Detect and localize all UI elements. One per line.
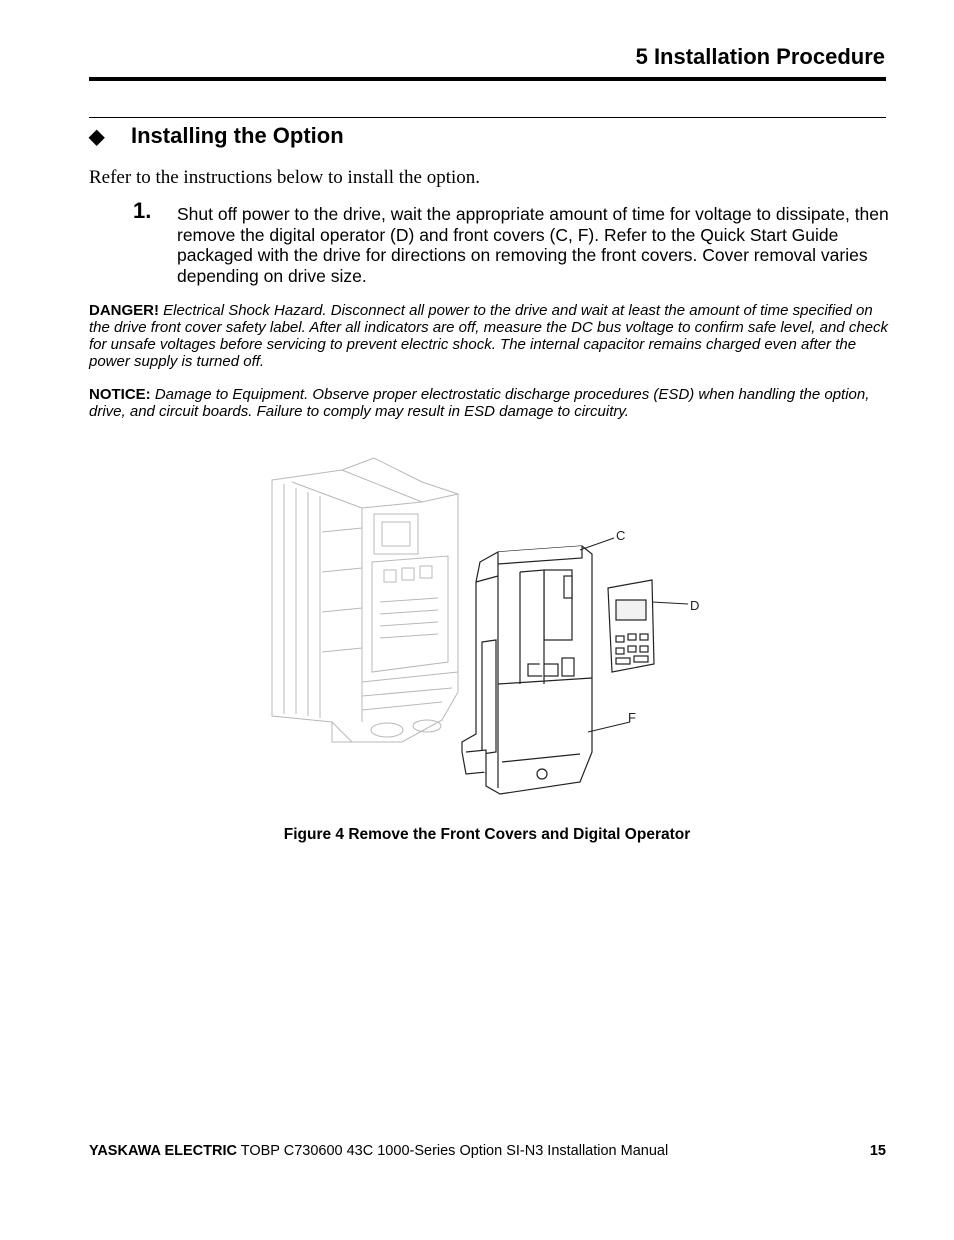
callout-c-leader: [580, 538, 614, 550]
callout-d-label: D: [690, 598, 700, 613]
section-heading: [89, 123, 344, 149]
callout-c-label: C: [616, 528, 626, 543]
step-number: 1.: [133, 198, 152, 223]
footer-document: TOBP C730600 43C 1000-Series Option SI-N3 Installation Manual: [236, 1143, 669, 1159]
callout-f-label: F: [628, 710, 636, 725]
callout-f-leader: [588, 722, 630, 732]
step-text: Shut off power to the drive, wait the appropriate amount of time for voltage to dissipate, then remove the digital operator (D) and front covers (C, F). Refer to the Quick Start Guide packaged with the drive for directions on removing the front covers. Cover removal varies depending on drive size.: [177, 204, 889, 286]
chapter-title: 5 Installation Procedure: [635, 44, 885, 69]
notice-note: [89, 386, 889, 420]
danger-label: DANGER!: [89, 302, 159, 319]
figure-caption: Figure 4 Remove the Front Covers and Digital Operator: [283, 826, 691, 843]
page-number: 15: [869, 1143, 886, 1159]
danger-note: [89, 302, 889, 370]
footer-document-title: [89, 1143, 668, 1159]
callout-d-leader: [652, 602, 688, 604]
diamond-bullet-icon: ◆: [89, 126, 105, 148]
footer-brand: YASKAWA ELECTRIC: [89, 1143, 237, 1159]
notice-text: Damage to Equipment. Observe proper electrostatic discharge procedures (ESD) when handling the option, drive, and circuit boards. Failure to comply may result in ESD damage to circuitry.: [89, 386, 870, 420]
intro-paragraph: Refer to the instructions below to install the option.: [89, 167, 481, 188]
drive-cover-removal-figure: [262, 452, 712, 802]
chapter-rule: [89, 77, 886, 81]
section-heading-text: Installing the Option: [131, 123, 344, 148]
section-rule: [89, 117, 886, 118]
danger-text: Electrical Shock Hazard. Disconnect all power to the drive and wait at least the amount of time specified on the drive front cover safety label. After all indicators are off, measure the DC bus voltage to confirm safe level, and check for unsafe voltages before servicing to prevent electric shock. The internal capacitor remains charged even after the power supply is turned off.: [89, 302, 888, 370]
notice-label: NOTICE:: [89, 386, 151, 403]
